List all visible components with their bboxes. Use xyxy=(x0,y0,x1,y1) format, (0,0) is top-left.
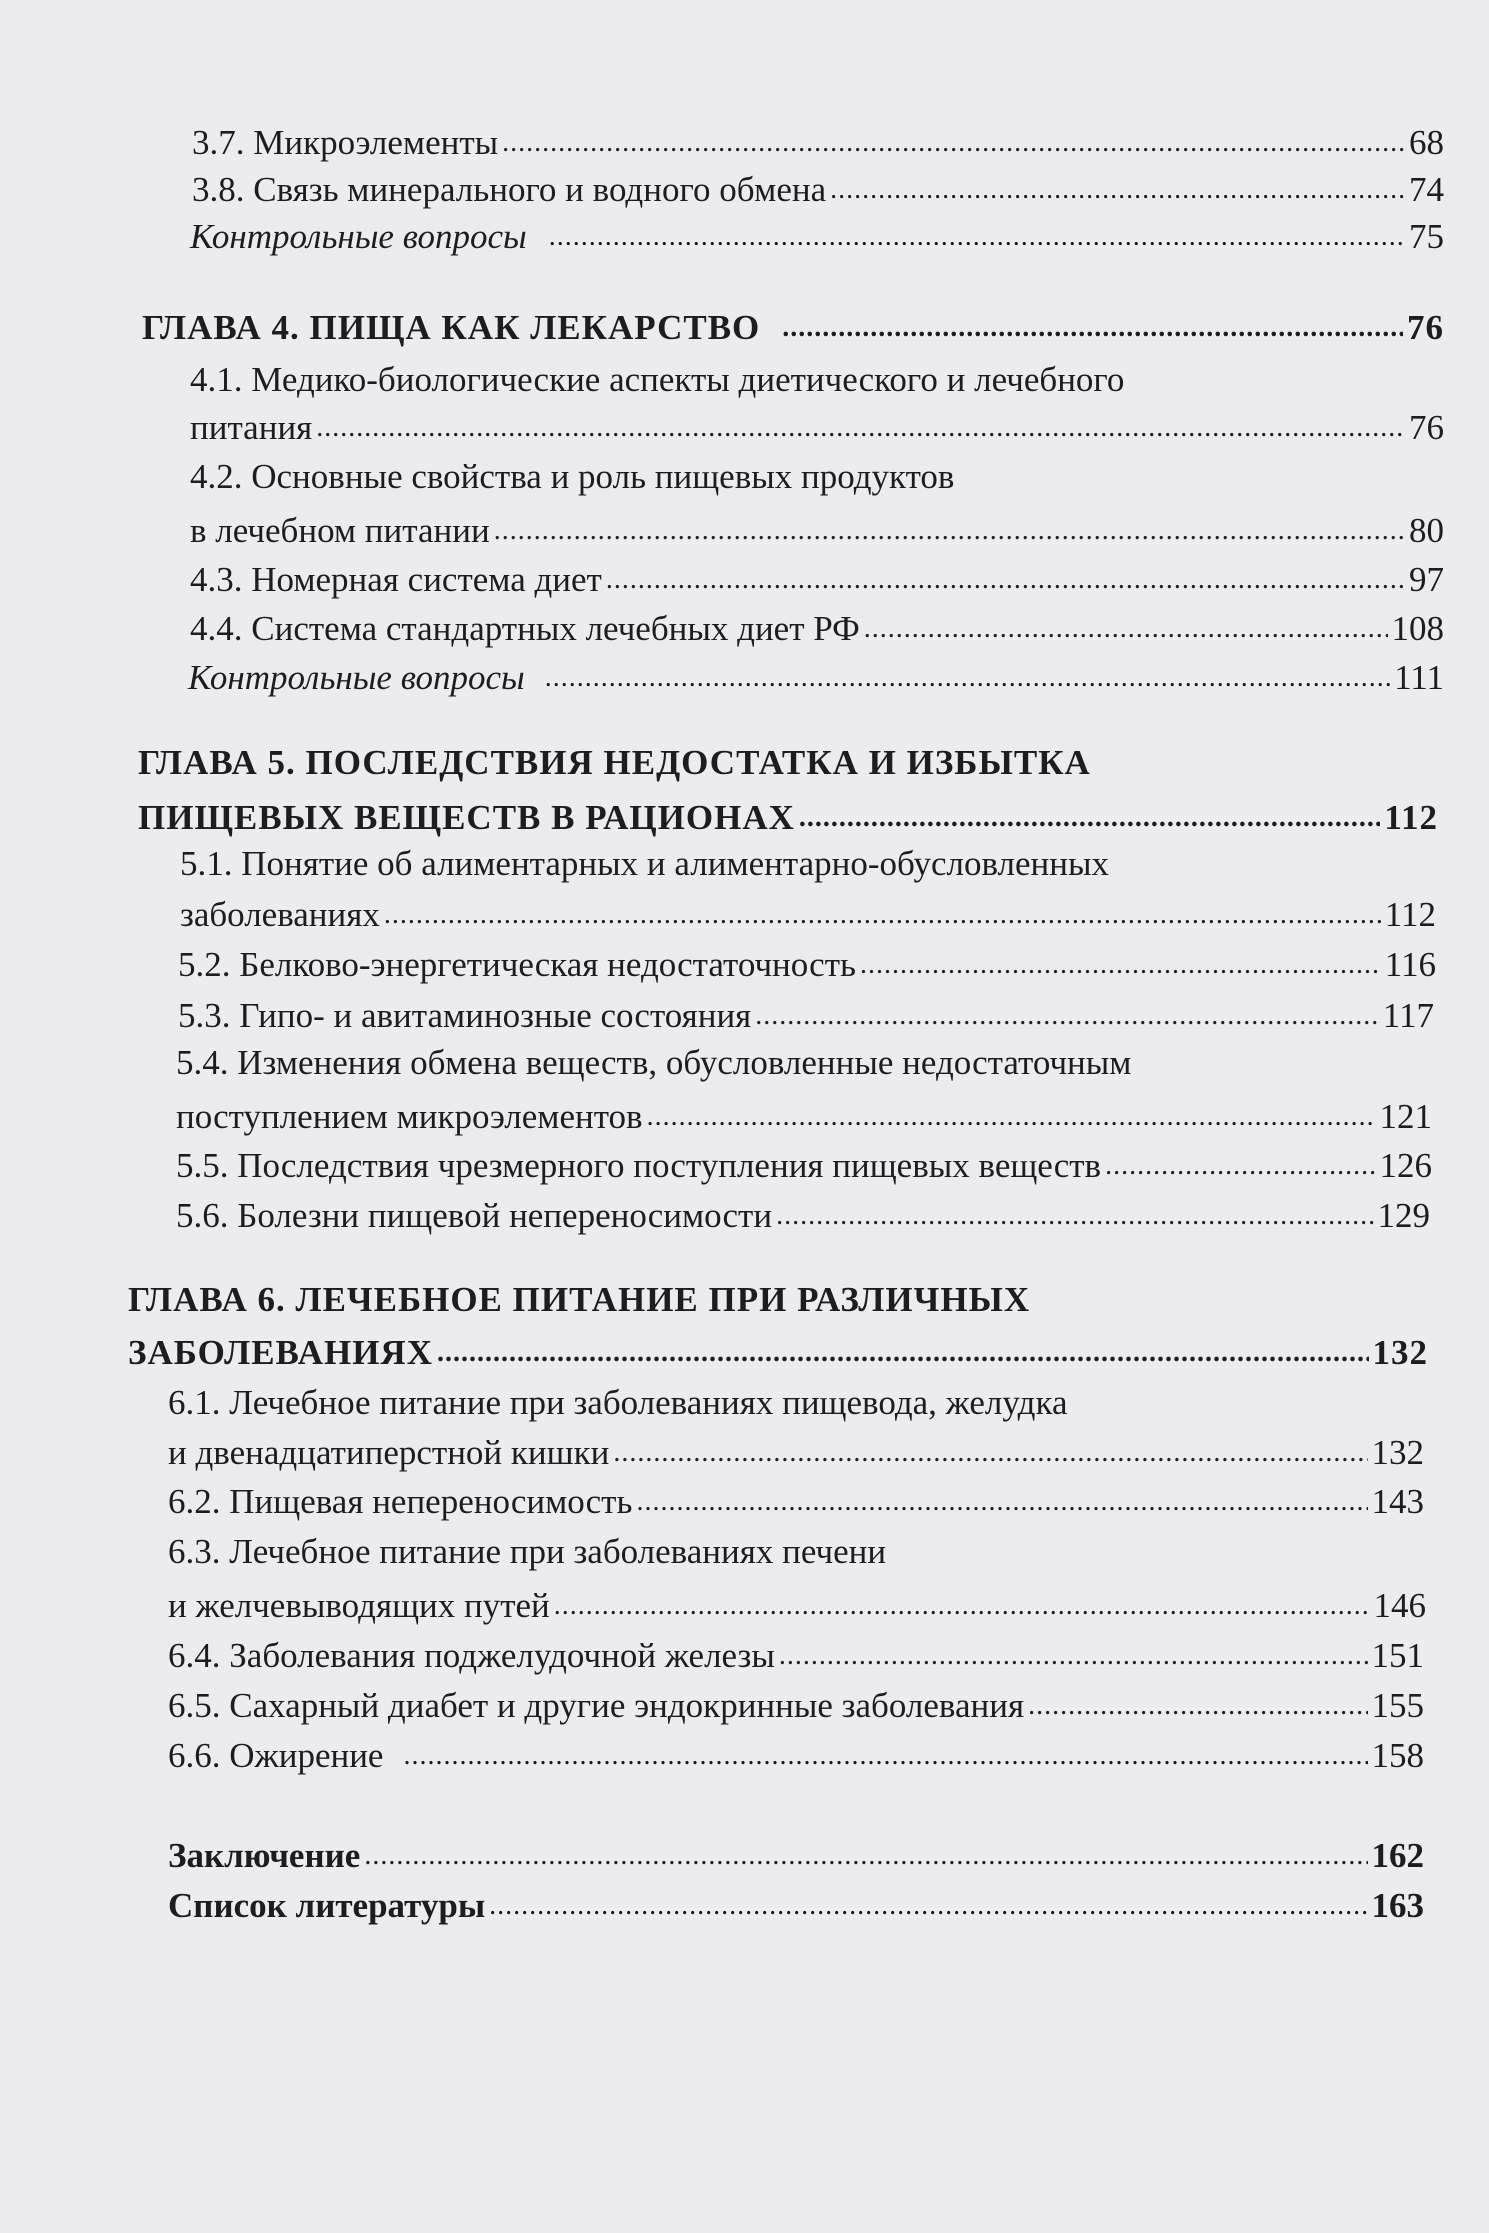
dot-leader xyxy=(489,1883,1367,1929)
toc-entry-title: Список литературы xyxy=(168,1886,486,1925)
toc-entry-title: заболеваниях xyxy=(180,895,380,934)
toc-chapter-6-line1: ГЛАВА 6. ЛЕЧЕБНОЕ ПИТАНИЕ ПРИ РАЗЛИЧНЫХ xyxy=(128,1280,1031,1319)
toc-entry-title: 5.5. Последствия чрезмерного поступления пищевых веществ xyxy=(176,1146,1102,1185)
toc-entry-6-5[interactable] xyxy=(168,1683,1424,1729)
dot-leader xyxy=(755,993,1379,1039)
toc-entry-4-1[interactable] xyxy=(190,405,1444,451)
toc-entry-6-3-line1: 6.3. Лечебное питание при заболеваниях печени xyxy=(168,1532,887,1571)
toc-entry-title: 6.5. Сахарный диабет и другие эндокринные заболевания xyxy=(168,1686,1025,1725)
toc-entry-page: 116 xyxy=(1384,945,1436,984)
toc-entry-page: 158 xyxy=(1371,1736,1424,1775)
dot-leader xyxy=(437,1330,1369,1376)
toc-entry-page: 97 xyxy=(1409,560,1444,599)
toc-entry-5-5[interactable] xyxy=(176,1143,1432,1189)
toc-chapter-5[interactable] xyxy=(138,795,1438,841)
dot-leader xyxy=(613,1430,1367,1476)
toc-entry-6-6[interactable] xyxy=(168,1733,1424,1779)
dot-leader xyxy=(316,405,1405,451)
toc-entry-page: 112 xyxy=(1384,895,1436,934)
dot-leader xyxy=(864,606,1388,652)
toc-entry-title: Заключение xyxy=(168,1836,361,1875)
toc-entry-title: поступлением микроэлементов xyxy=(176,1097,643,1136)
toc-entry-4-3[interactable] xyxy=(190,557,1444,603)
dot-leader xyxy=(549,214,1405,260)
dot-leader xyxy=(554,1583,1370,1629)
toc-entry-references[interactable] xyxy=(168,1883,1424,1929)
dot-leader xyxy=(384,892,1381,938)
toc-entry-page: 146 xyxy=(1373,1586,1426,1625)
toc-entry-conclusion[interactable] xyxy=(168,1833,1424,1879)
toc-entry-6-1-line1: 6.1. Лечебное питание при заболеваниях пищевода, желудка xyxy=(168,1383,1068,1422)
toc-entry-title: 6.6. Ожирение xyxy=(168,1736,384,1775)
toc-entry-title: Контрольные вопросы xyxy=(188,658,525,697)
toc-chapter-title: ГЛАВА 4. ПИЩА КАК ЛЕКАРСТВО xyxy=(142,308,761,347)
toc-entry-5-4-line1: 5.4. Изменения обмена веществ, обусловленные недостаточным xyxy=(176,1043,1132,1082)
toc-entry-page: 80 xyxy=(1409,511,1444,550)
toc-entry-page: 74 xyxy=(1409,170,1444,209)
toc-entry-page: 75 xyxy=(1409,217,1444,256)
toc-entry-page: 129 xyxy=(1377,1196,1430,1235)
toc-entry-page: 132 xyxy=(1372,1333,1428,1372)
dot-leader xyxy=(545,655,1390,701)
toc-entry-questions-4[interactable] xyxy=(188,655,1444,701)
toc-entry-page: 155 xyxy=(1371,1686,1424,1725)
dot-leader xyxy=(860,942,1381,988)
dot-leader xyxy=(776,1193,1373,1239)
toc-entry-page: 112 xyxy=(1384,798,1438,837)
toc-chapter-title: ПИЩЕВЫХ ВЕЩЕСТВ В РАЦИОНАХ xyxy=(138,798,795,837)
toc-entry-3-7[interactable] xyxy=(192,120,1444,166)
toc-entry-4-2[interactable] xyxy=(190,508,1444,554)
toc-entry-title: 5.6. Болезни пищевой непереносимости xyxy=(176,1196,773,1235)
dot-leader xyxy=(403,1733,1367,1779)
toc-entry-title: и желчевыводящих путей xyxy=(168,1586,550,1625)
toc-chapter-title: ЗАБОЛЕВАНИЯХ xyxy=(128,1333,433,1372)
toc-entry-title: 5.3. Гипо- и авитаминозные состояния xyxy=(178,996,752,1035)
toc-entry-5-1-line1: 5.1. Понятие об алиментарных и алиментарно-обусловленных xyxy=(180,844,1110,883)
toc-entry-5-3[interactable] xyxy=(178,993,1434,1039)
toc-entry-title: 5.2. Белково-энергетическая недостаточность xyxy=(178,945,856,984)
dot-leader xyxy=(636,1479,1367,1525)
toc-entry-5-4[interactable] xyxy=(176,1094,1432,1140)
toc-entry-page: 76 xyxy=(1409,408,1444,447)
dot-leader xyxy=(779,1633,1368,1679)
toc-entry-questions-3[interactable] xyxy=(190,214,1444,260)
toc-entry-title: в лечебном питании xyxy=(190,511,490,550)
dot-leader xyxy=(830,167,1405,213)
dot-leader xyxy=(606,557,1405,603)
toc-entry-5-6[interactable] xyxy=(176,1193,1430,1239)
toc-entry-3-8[interactable] xyxy=(192,167,1444,213)
toc-entry-title: 4.4. Система стандартных лечебных диет РФ xyxy=(190,609,860,648)
dot-leader xyxy=(1105,1143,1375,1189)
dot-leader xyxy=(1028,1683,1367,1729)
toc-entry-page: 68 xyxy=(1409,123,1444,162)
toc-entry-title: питания xyxy=(190,408,313,447)
dot-leader xyxy=(502,120,1405,166)
toc-entry-title: 3.8. Связь минерального и водного обмена xyxy=(192,170,827,209)
toc-entry-4-1-line1: 4.1. Медико-биологические аспекты диетического и лечебного xyxy=(190,360,1125,399)
toc-entry-6-1[interactable] xyxy=(168,1430,1424,1476)
toc-entry-title: 6.2. Пищевая непереносимость xyxy=(168,1482,633,1521)
toc-entry-5-1[interactable] xyxy=(180,892,1436,938)
toc-entry-page: 117 xyxy=(1382,996,1434,1035)
toc-entry-page: 111 xyxy=(1394,658,1444,697)
toc-chapter-4[interactable] xyxy=(142,305,1444,351)
toc-entry-page: 132 xyxy=(1371,1433,1424,1472)
toc-entry-title: и двенадцатиперстной кишки xyxy=(168,1433,610,1472)
toc-entry-page: 143 xyxy=(1371,1482,1424,1521)
toc-entry-title: 6.4. Заболевания поджелудочной железы xyxy=(168,1636,775,1675)
dot-leader xyxy=(799,795,1381,841)
toc-entry-page: 151 xyxy=(1371,1636,1424,1675)
toc-entry-title: Контрольные вопросы xyxy=(190,217,527,256)
toc-entry-6-3[interactable] xyxy=(168,1583,1426,1629)
dot-leader xyxy=(782,305,1403,351)
dot-leader xyxy=(647,1094,1376,1140)
dot-leader xyxy=(364,1833,1367,1879)
toc-entry-page: 126 xyxy=(1379,1146,1432,1185)
toc-entry-6-4[interactable] xyxy=(168,1633,1424,1679)
toc-entry-4-4[interactable] xyxy=(190,606,1444,652)
toc-entry-4-2-line1: 4.2. Основные свойства и роль пищевых продуктов xyxy=(190,457,955,496)
dot-leader xyxy=(494,508,1405,554)
toc-entry-page: 162 xyxy=(1371,1836,1424,1875)
toc-entry-6-2[interactable] xyxy=(168,1479,1424,1525)
toc-entry-page: 76 xyxy=(1407,308,1444,347)
toc-entry-page: 108 xyxy=(1391,609,1444,648)
toc-entry-page: 121 xyxy=(1379,1097,1432,1136)
toc-chapter-5-line1: ГЛАВА 5. ПОСЛЕДСТВИЯ НЕДОСТАТКА И ИЗБЫТКА xyxy=(138,743,1091,782)
toc-entry-title: 4.3. Номерная система диет xyxy=(190,560,602,599)
toc-entry-5-2[interactable] xyxy=(178,942,1436,988)
toc-chapter-6[interactable] xyxy=(128,1330,1428,1376)
toc-entry-title: 3.7. Микроэлементы xyxy=(192,123,499,162)
toc-entry-page: 163 xyxy=(1371,1886,1424,1925)
